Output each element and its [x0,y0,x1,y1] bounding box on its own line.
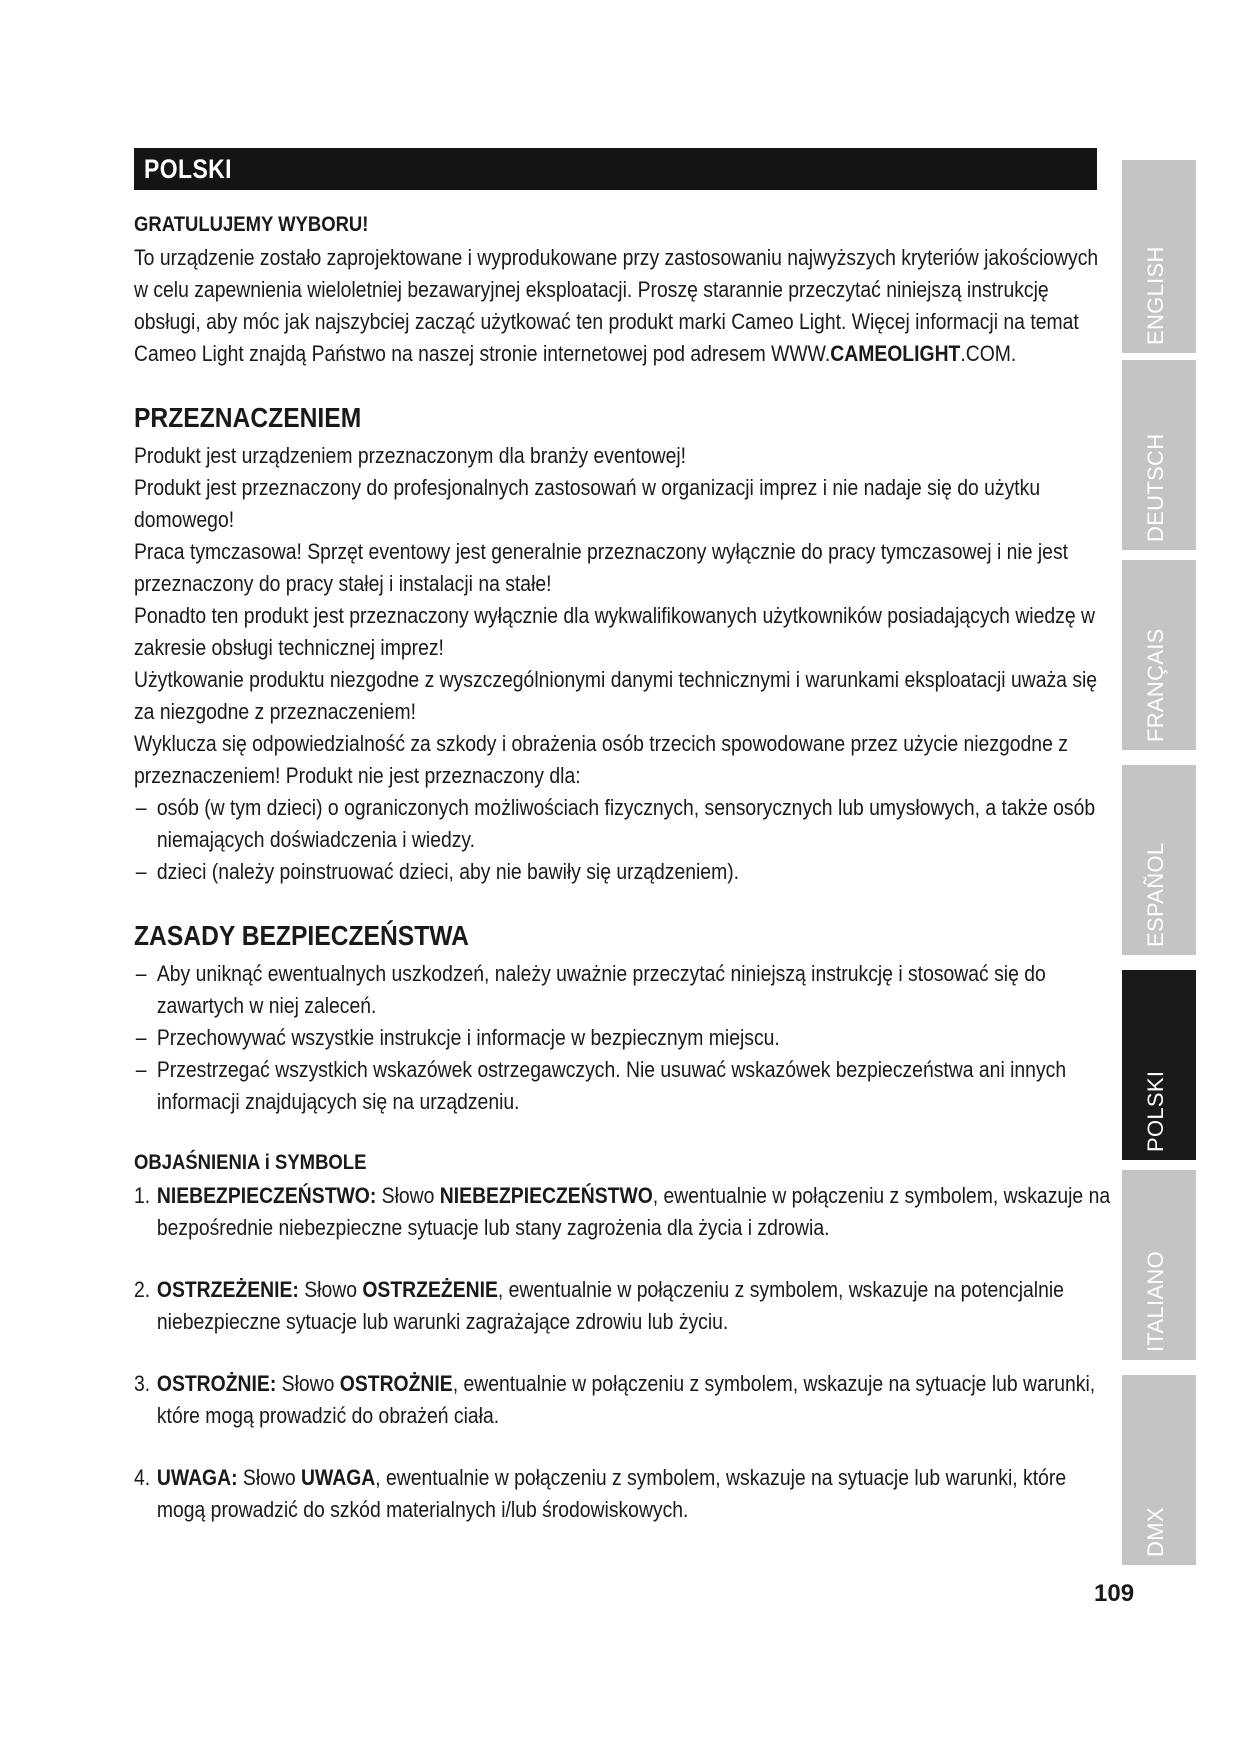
symbols-section [134,1148,1115,1526]
item-pre: Słowo [276,1371,340,1396]
page-content [134,210,1114,1556]
tab-label: ESPAÑOL [1143,842,1168,947]
item-label: NIEBEZPIECZEŃSTWO: [156,1183,377,1208]
intended-use-paragraph: Wyklucza się odpowiedzialność za szkody i obrażenia osób trzecich spowodowane przez użycie niezgodne z przeznaczeniem! Produkt nie jest przeznaczony dla: [134,731,1068,788]
intended-use-paragraph: Praca tymczasowa! Sprzęt eventowy jest generalnie przeznaczony wyłącznie do pracy tymczasowej i nie jest przeznaczony do pracy stałej i instalacji na stałe! [134,539,1069,596]
symbols-heading: OBJAŚNIENIA i SYMBOLE [134,1151,367,1174]
item-text: , ewentualnie w połączeniu z symbolem, wskazuje na bezpośrednie niebezpieczne sytuacje lub stany zagrożenia dla życia i zdrowia. [156,1183,1111,1240]
intro-text [134,242,1115,370]
symbol-item [134,1180,1115,1244]
symbol-item [134,1368,1115,1432]
item-word: UWAGA [301,1465,376,1490]
intended-use-paragraph: Użytkowanie produktu niezgodne z wyszczególnionymi danymi technicznymi i warunkami eksploatacji uważa się za niezgodne z przeznaczeniem! [134,667,1098,724]
intended-use-paragraph: Produkt jest przeznaczony do profesjonalnych zastosowań w organizacji imprez i nie nadaje się do użytku domowego! [134,475,1041,532]
website-prefix: WWW. [771,341,831,366]
item-text: , ewentualnie w połączeniu z symbolem, wskazuje na sytuacje lub warunki, które mogą prowadzić do obrażeń ciała. [156,1371,1096,1428]
safety-bullet: – Przestrzegać wszystkich wskazówek ostrzegawczych. Nie usuwać wskazówek bezpieczeństwa ani innych informacji znajdujących się na urządzeniu. [134,1054,1115,1118]
tab-label: FRANÇAIS [1143,628,1168,742]
tab-label: ITALIANO [1143,1250,1168,1352]
page-number: 109 [1094,1580,1135,1607]
tab-francais[interactable] [1122,560,1196,750]
intended-use-paragraph: Produkt jest urządzeniem przeznaczonym dla branży eventowej! [134,443,687,468]
symbol-item [134,1462,1115,1526]
item-pre: Słowo [237,1465,302,1490]
intended-use-bullet: – dzieci (należy poinstruować dzieci, aby nie bawiły się urządzeniem). [134,856,1115,888]
safety-bullet: – Przechowywać wszystkie instrukcje i informacje w bezpiecznym miejscu. [134,1022,1115,1054]
website-suffix: .COM. [960,341,1017,366]
intended-use-heading: PRZEZNACZENIEM [134,402,362,433]
tab-deutsch[interactable] [1122,360,1196,550]
intended-use-section [134,400,1115,888]
item-label: UWAGA: [156,1465,238,1490]
safety-section [134,918,1115,1118]
item-number: 1. [134,1183,151,1208]
website-brand: CAMEOLIGHT [830,341,961,366]
item-text: , ewentualnie w połączeniu z symbolem, wskazuje na sytuacje lub warunki, które mogą prowadzić do szkód materialnych i/lub środowiskowych. [156,1465,1067,1522]
safety-heading: ZASADY BEZPIECZEŃSTWA [134,920,469,951]
section-title: POLSKI [144,154,232,184]
safety-bullet: – Aby uniknąć ewentualnych uszkodzeń, należy uważnie przeczytać niniejszą instrukcję i stosować się do zawartych w niej zaleceń. [134,958,1115,1022]
item-word: OSTRZEŻENIE [362,1277,498,1302]
tab-polski[interactable] [1122,970,1196,1160]
item-pre: Słowo [298,1277,363,1302]
tab-espanol[interactable] [1122,765,1196,955]
intro-heading: GRATULUJEMY WYBORU! [134,213,369,236]
item-number: 4. [134,1465,151,1490]
intended-use-bullet: – osób (w tym dzieci) o ograniczonych możliwościach fizycznych, sensorycznych lub umysłowych, a także osób niemających doświadczenia i wiedzy. [134,792,1115,856]
tab-label: DMX [1143,1507,1168,1557]
symbol-item [134,1274,1115,1338]
tab-label: DEUTSCH [1143,433,1168,542]
item-word: NIEBEZPIECZEŃSTWO [439,1183,653,1208]
intro-body: To urządzenie zostało zaprojektowane i wyprodukowane przy zastosowaniu najwyższych kryteriów jakościowych w celu zapewnienia wieloletniej bezawaryjnej eksploatacji. Proszę starannie przeczytać niniejszą instrukcję obsługi, aby móc jak najszybciej zacząć użytkować ten produkt marki Cameo Light. Więcej informacji na temat Cameo Light znajdą Państwo na naszej stronie internetowej pod adresem [134,245,1099,366]
item-word: OSTROŻNIE [339,1371,453,1396]
intended-use-paragraph: Ponadto ten produkt jest przeznaczony wyłącznie dla wykwalifikowanych użytkowników posiadających wiedzę w zakresie obsługi technicznej imprez! [134,603,1095,660]
item-pre: Słowo [376,1183,440,1208]
item-number: 3. [134,1371,151,1396]
tab-label: POLSKI [1143,1070,1168,1152]
section-title-bar [134,148,1097,190]
item-label: OSTRZEŻENIE: [156,1277,299,1302]
item-text: , ewentualnie w połączeniu z symbolem, wskazuje na potencjalnie niebezpieczne sytuacje lub warunki zagrażające zdrowiu lub życiu. [156,1277,1064,1334]
item-label: OSTROŻNIE: [156,1371,277,1396]
tab-dmx[interactable] [1122,1375,1196,1565]
tab-italiano[interactable] [1122,1170,1196,1360]
tab-english[interactable] [1122,160,1196,353]
tab-label: ENGLISH [1143,246,1168,345]
intro-section [134,210,1115,370]
item-number: 2. [134,1277,151,1302]
